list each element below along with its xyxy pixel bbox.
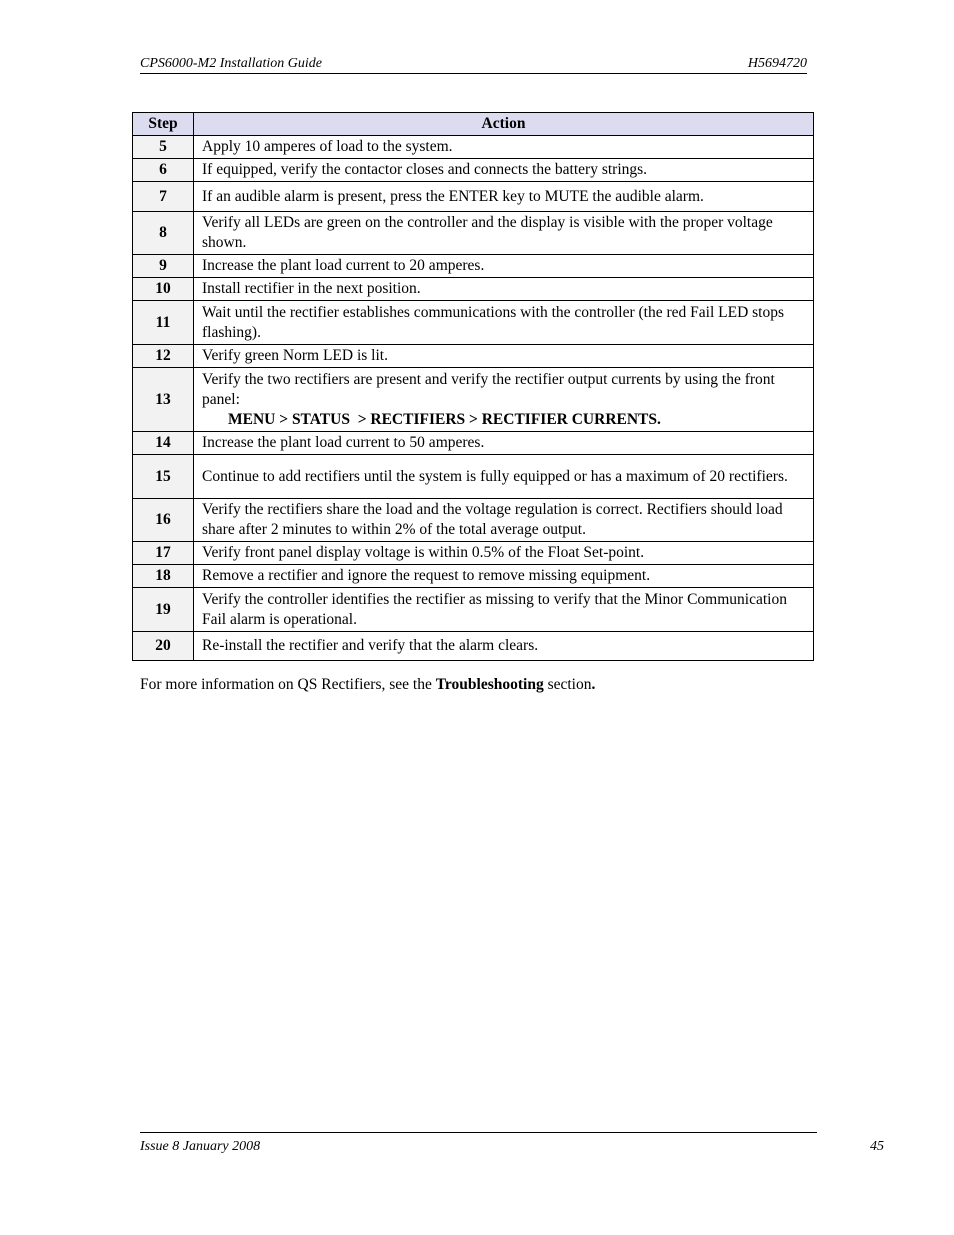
- table-row: [133, 432, 814, 455]
- table-row: [133, 632, 814, 661]
- step-action: Continue to add rectifiers until the system is fully equipped or has a maximum of 20 rectifiers.: [194, 455, 814, 499]
- step-action: If an audible alarm is present, press the ENTER key to MUTE the audible alarm.: [194, 182, 814, 212]
- step-action: Install rectifier in the next position.: [194, 278, 814, 301]
- step-number: 9: [133, 255, 194, 278]
- step-number: 15: [133, 455, 194, 499]
- step-action: Verify the rectifiers share the load and the voltage regulation is correct. Rectifiers should load share after 2 minutes to within 2% of the total average output.: [194, 499, 814, 542]
- step-action: Verify all LEDs are green on the controller and the display is visible with the proper voltage shown.: [194, 212, 814, 255]
- table-row: [133, 255, 814, 278]
- step-number: 7: [133, 182, 194, 212]
- steps-table: [132, 112, 814, 661]
- table-row: [133, 565, 814, 588]
- step-number: 8: [133, 212, 194, 255]
- table-row: [133, 278, 814, 301]
- step-action: Verify the controller identifies the rectifier as missing to verify that the Minor Communication Fail alarm is operational.: [194, 588, 814, 632]
- table-row: [133, 301, 814, 345]
- troubleshooting-note: [140, 676, 595, 694]
- step-column-header: Step: [133, 113, 194, 136]
- table-row: [133, 159, 814, 182]
- page-header: [140, 56, 807, 74]
- table-header-row: [133, 113, 814, 136]
- step-number: 17: [133, 542, 194, 565]
- document-number: H5694720: [747, 56, 807, 71]
- step-number: 11: [133, 301, 194, 345]
- step-action-text: Verify the two rectifiers are present and verify the rectifier output currents by using the front panel:: [202, 370, 775, 408]
- step-number: 18: [133, 565, 194, 588]
- document-title: CPS6000-M2 Installation Guide: [140, 56, 322, 71]
- table-row: [133, 368, 814, 432]
- table-row: [133, 136, 814, 159]
- table-row: [133, 588, 814, 632]
- step-number: 10: [133, 278, 194, 301]
- table-row: [133, 345, 814, 368]
- troubleshooting-reference: Troubleshooting: [435, 676, 544, 693]
- note-end: .: [591, 676, 596, 693]
- step-action: Increase the plant load current to 50 amperes.: [194, 432, 814, 455]
- table-row: [133, 182, 814, 212]
- step-number: 20: [133, 632, 194, 661]
- step-number: 5: [133, 136, 194, 159]
- step-action: Apply 10 amperes of load to the system.: [194, 136, 814, 159]
- note-suffix: section: [543, 676, 592, 693]
- page-footer: [140, 1132, 884, 1154]
- step-action: Remove a rectifier and ignore the request to remove missing equipment.: [194, 565, 814, 588]
- step-action: Wait until the rectifier establishes communications with the controller (the red Fail LED stops flashing).: [194, 301, 814, 345]
- action-column-header: Action: [194, 113, 814, 136]
- step-action: Increase the plant load current to 20 amperes.: [194, 255, 814, 278]
- step-number: 12: [133, 345, 194, 368]
- issue-date: Issue 8 January 2008: [140, 1139, 261, 1154]
- step-number: 14: [133, 432, 194, 455]
- step-number: 16: [133, 499, 194, 542]
- step-action: Verify green Norm LED is lit.: [194, 345, 814, 368]
- step-action: Re-install the rectifier and verify that the alarm clears.: [194, 632, 814, 661]
- table-row: [133, 542, 814, 565]
- step-number: 13: [133, 368, 194, 432]
- step-action: Verify front panel display voltage is within 0.5% of the Float Set-point.: [194, 542, 814, 565]
- step-action: If equipped, verify the contactor closes and connects the battery strings.: [194, 159, 814, 182]
- page-number: 45: [870, 1139, 884, 1154]
- menu-path: MENU > STATUS > RECTIFIERS > RECTIFIER CURRENTS.: [228, 410, 661, 428]
- step-number: 6: [133, 159, 194, 182]
- step-action: [194, 368, 814, 432]
- step-number: 19: [133, 588, 194, 632]
- table-row: [133, 212, 814, 255]
- note-prefix: For more information on QS Rectifiers, see the: [140, 676, 436, 693]
- table-row: [133, 455, 814, 499]
- table-row: [133, 499, 814, 542]
